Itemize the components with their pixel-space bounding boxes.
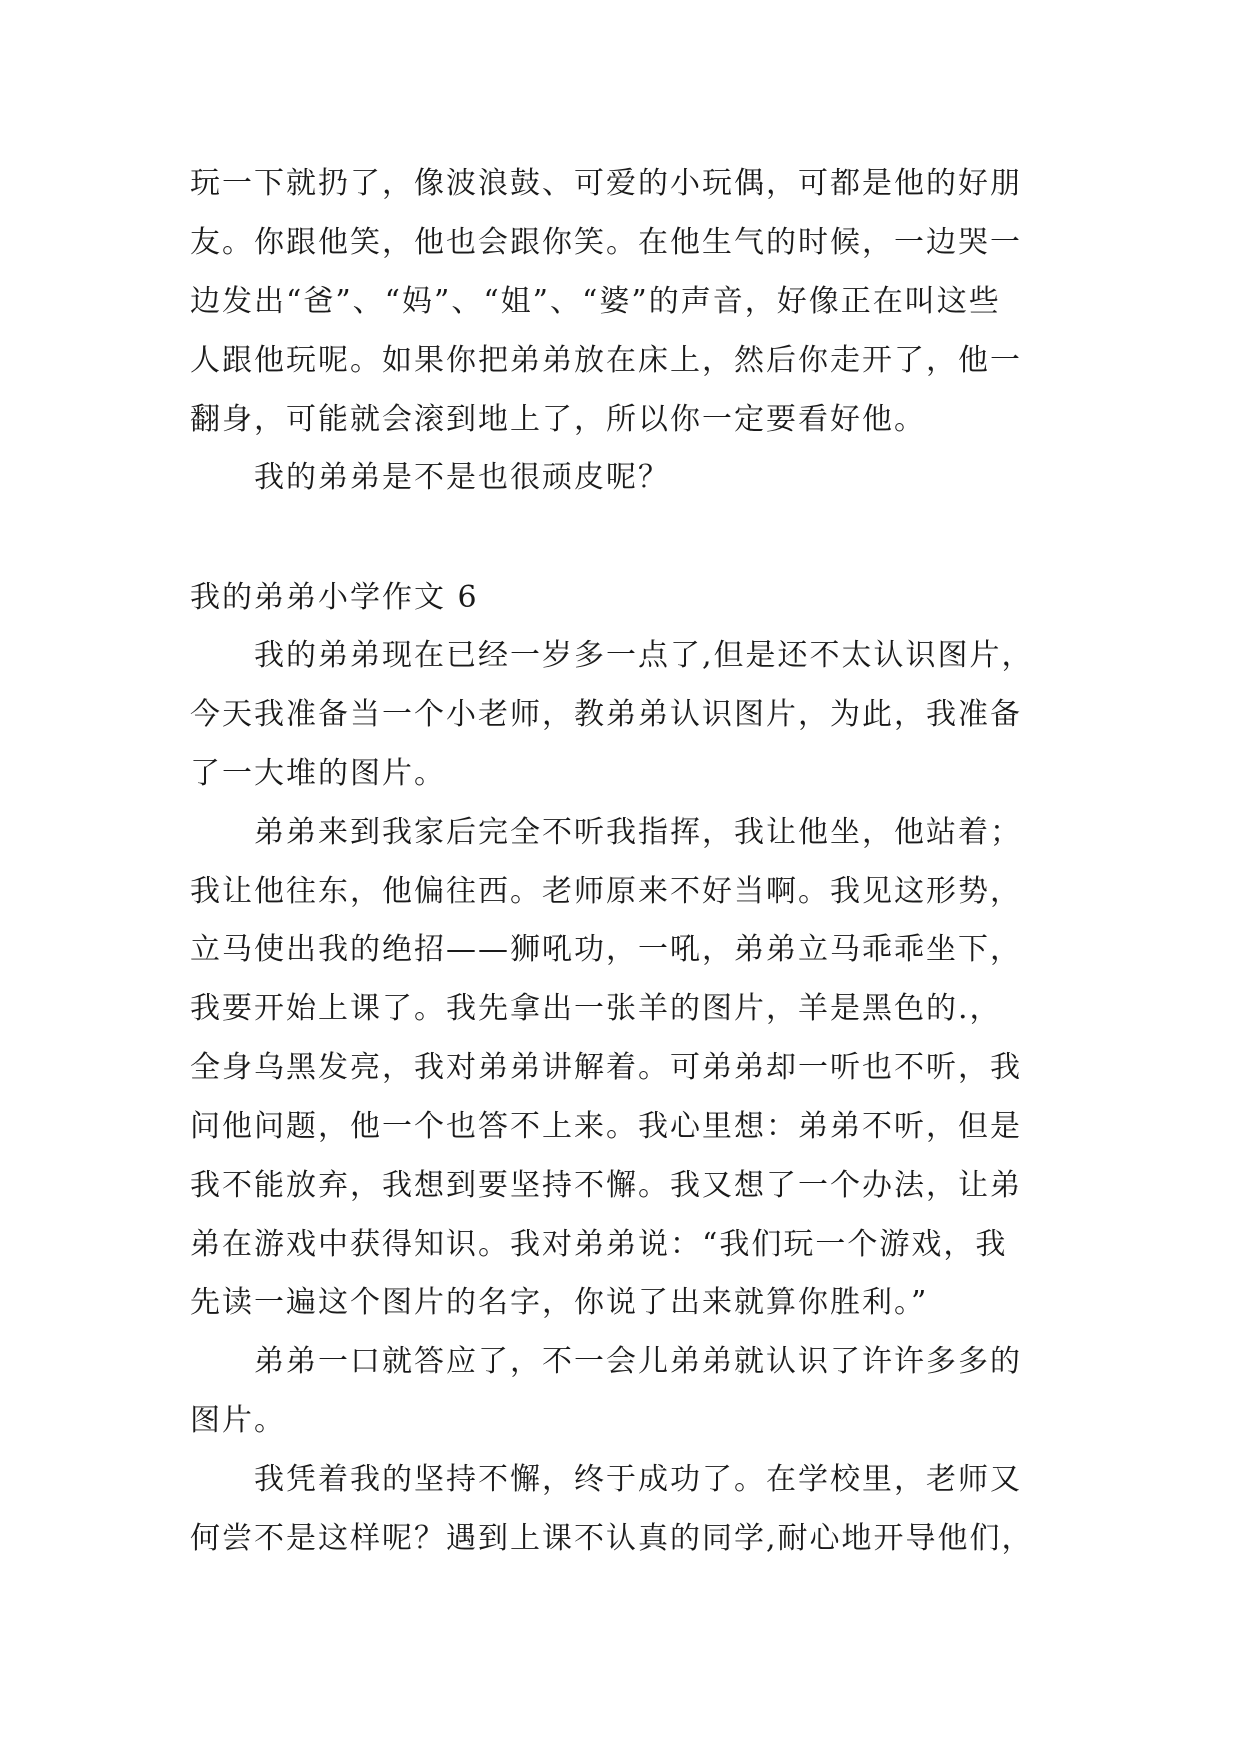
paragraph-line: 弟在游戏中获得知识。我对弟弟说：“我们玩一个游戏，我 xyxy=(190,1227,1008,1262)
paragraph-line: 友。你跟他笑，他也会跟你笑。在他生气的时候，一边哭一 xyxy=(190,225,1022,260)
paragraph-line: 立马使出我的绝招——狮吼功，一吼，弟弟立马乖乖坐下， xyxy=(190,932,1022,967)
paragraph-line: 先读一遍这个图片的名字，你说了出来就算你胜利。” xyxy=(190,1285,929,1320)
paragraph-line: 玩一下就扔了，像波浪鼓、可爱的小玩偶，可都是他的好朋 xyxy=(190,166,1022,201)
paragraph-line: 我的弟弟是不是也很顽皮呢？ xyxy=(254,460,670,495)
paragraph-line: 我不能放弃，我想到要坚持不懈。我又想了一个办法，让弟 xyxy=(190,1168,1022,1203)
paragraph-line: 我让他往东，他偏往西。老师原来不好当啊。我见这形势， xyxy=(190,874,1022,909)
paragraph-line: 全身乌黑发亮，我对弟弟讲解着。可弟弟却一听也不听，我 xyxy=(190,1050,1022,1085)
paragraph-line: 弟弟来到我家后完全不听我指挥，我让他坐，他站着； xyxy=(254,815,1022,850)
paragraph-line: 何尝不是这样呢？遇到上课不认真的同学,耐心地开导他们， xyxy=(190,1521,1034,1556)
paragraph-line: 我凭着我的坚持不懈，终于成功了。在学校里，老师又 xyxy=(254,1462,1022,1497)
paragraph-line: 弟弟一口就答应了，不一会儿弟弟就认识了许许多多的 xyxy=(254,1344,1022,1379)
paragraph-line: 翻身，可能就会滚到地上了，所以你一定要看好他。 xyxy=(190,402,926,437)
paragraph-line: 我要开始上课了。我先拿出一张羊的图片，羊是黑色的.， xyxy=(190,991,1002,1026)
paragraph-line: 图片。 xyxy=(190,1403,286,1438)
essay-title: 我的弟弟小学作文 6 xyxy=(190,580,479,615)
paragraph-line: 今天我准备当一个小老师，教弟弟认识图片，为此，我准备 xyxy=(190,697,1022,732)
paragraph-line: 人跟他玩呢。如果你把弟弟放在床上，然后你走开了，他一 xyxy=(190,343,1022,378)
paragraph-line: 边发出“爸”、“妈”、“姐”、“婆”的声音，好像正在叫这些 xyxy=(190,284,1001,319)
paragraph-line: 问他问题，他一个也答不上来。我心里想：弟弟不听，但是 xyxy=(190,1109,1022,1144)
paragraph-line: 了一大堆的图片。 xyxy=(190,756,446,791)
paragraph-line: 我的弟弟现在已经一岁多一点了,但是还不太认识图片， xyxy=(254,638,1034,673)
